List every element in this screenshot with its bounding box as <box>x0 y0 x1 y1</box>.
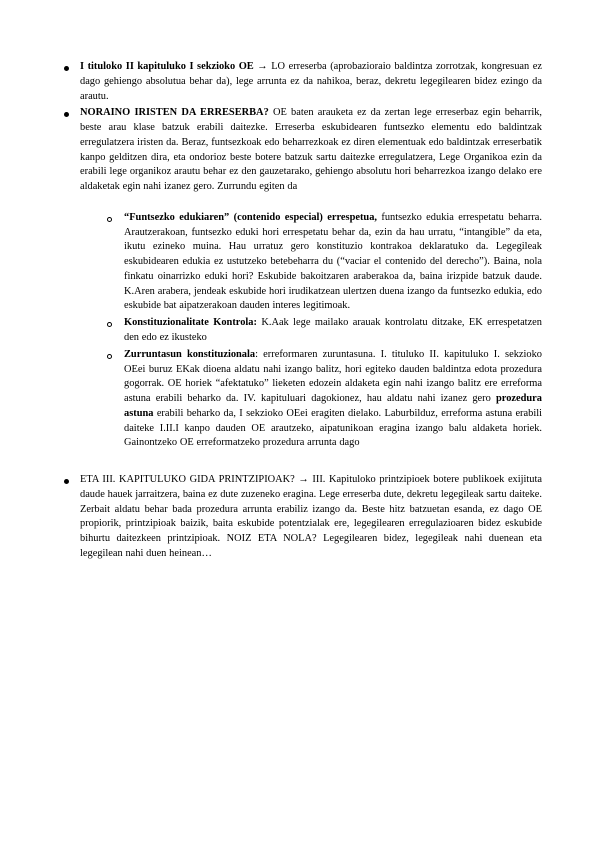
paragraph-lead-bold: NORAINO IRISTEN DA ERRESERBA? <box>80 107 269 119</box>
paragraph-s3 <box>124 211 542 314</box>
list-item <box>102 211 542 314</box>
paragraph-body: K.Aak lege mailako arauak kontrolatu ditzake, EK errespetatzen den edo ez ikusteko <box>124 317 542 344</box>
paragraph-body: funtsezko edukia errespetatu beharra. Arautzerakoan, funtsezko eduki hori errespetatu behar da, ezin da hau urratu, “intangible” da eta, ikutu ezineko muina. Hau urratuz gero konstituzio kontrakoa deklaratuko da. Legegileak eskubidearen edukia ez ustutzeko betebeharra du (“vaciar el contenido del derecho”). Baina, nola finkatu oinarrizko eduki hori? Eskubide bakoitzaren araberakoa da, baina irizpide batzuk daude. K.Aren arabera, jendeak eskubide hori irudikatzean ulertzen duena izango da funtsezko edukia, edo eskubide bat aipatzerakoan dauden interes legitimoak. <box>124 211 542 312</box>
top-level-list <box>58 60 542 195</box>
paragraph-s6 <box>80 473 542 562</box>
paragraph-s4 <box>124 316 542 346</box>
list-item <box>58 106 542 195</box>
paragraph-body: OE baten arauketa ez da zertan lege erreserbaz egin beharrik, beste arau klase batzuk erabili daitezke. Erreserba eskubidearen funtsezko elementu edo baldintzak erregulatzera iristen da. Beraz, funtsezkoak edo beharrezkoak ez diren elementuak edo baldintzak erreserbatik kanpo gelditzen dira, eta ondorioz beste botere batzuk sartu daitezke erregulatzera, Lege Organikoa ezin da erabili lege organikoz arautu behar ez den gauzetarako, gehiengo absolutu hori beharrezkoa izango delako ere aldaketak egin nahi izanez gero. Zurrundu egiten da <box>80 107 542 193</box>
paragraph-body: → LO erreserba (aprobazioraio baldintza zorrotzak, kongresuan ez dago gehiengo absolutua behar da), lege arrunta ez da nahikoa, beraz, dekretu legegilearen bidez ezingo da arautu. <box>80 61 542 102</box>
paragraph-lead-bold: Zurruntasun konstituzionala <box>124 348 256 360</box>
list-item <box>58 473 542 562</box>
paragraph-lead-bold: “Funtsezko edukiaren” (contenido especial) errespetua, <box>124 211 377 223</box>
paragraph-body: : erreformaren zuruntasuna. I. tituluko II. kapituluko I. sekzioko OEei buruz EKak dioena aldatu nahi izango balitz, hori egiteko dauden baldintza edota prozedura gogorrak. OE horiek “afektatuko” lieketen edozein aldaketa egin nahi izango balitz ere erreforma astuna erabili beharko da. IV. kapituluari dagokionez, hau aldatu nahi izanez gero <box>124 348 542 405</box>
list-item <box>58 60 542 104</box>
paragraph-s2 <box>80 106 542 195</box>
spacer <box>58 197 542 211</box>
paragraph-body: ETA III. KAPITULUKO GIDA PRINTZIPIOAK? → III. Kapituloko printzipioek botere publikoek exijituta daude hauek jarraitzera, baina ez dute zuzeneko eragina. Lege erreserba dute, dekretu legegileak sartu daiteke. Zerbait aldatu behar bada prozedura arrunta erabiliz izango da. Beste hitz batzuetan esanda, ez dago OE propiorik, printzipioak baizik, baita eskubide potentzialak ere, legegilearen erregulazioaren bidez eskubide bihurtu daitezkeen printzipioak. NOIZ ETA NOLA? Legegilearen bidez, legegileak nahi duenean eta legegilean nahi duen heinean… <box>80 474 542 559</box>
paragraph-body-continued: erabili beharko da, I sekzioko OEei eragiten dielako. Laburbilduz, erreforma astuna erabili daiteke I.II.I kanpo dauden OE arautzeko, aipatunikoan eragina izango balu aldaketa horiek. Gainontzeko OE erreformatzeko prozedura arrunta dago <box>124 407 542 449</box>
spacer <box>58 453 542 473</box>
list-item <box>102 348 542 451</box>
paragraph-lead-bold: I tituloko II kapituluko I sekzioko OE <box>80 61 254 72</box>
paragraph-s1 <box>80 60 542 104</box>
top-level-list-2 <box>58 473 542 562</box>
list-item <box>102 316 542 346</box>
sub-list-container <box>102 211 542 451</box>
paragraph-lead-bold: Konstituzionalitate Kontrola: <box>124 317 257 329</box>
paragraph-inline-bold: prozedura astuna <box>124 393 542 419</box>
second-level-list <box>102 211 542 451</box>
paragraph-s5 <box>124 348 542 451</box>
